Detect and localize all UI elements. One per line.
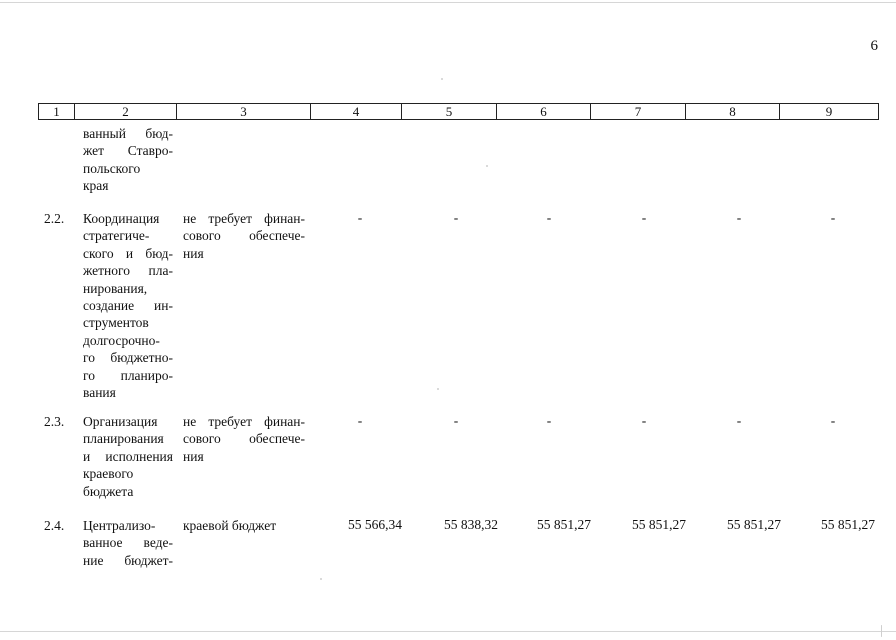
row-name-line: края [83,178,109,194]
year-value: - [736,413,742,428]
scan-speck [441,78,443,80]
year-value: - [641,210,647,225]
row-name-line: Организация [83,414,158,429]
row-name-line: вания [83,385,116,401]
row-name [83,125,173,195]
year-value: - [736,210,742,225]
row-name [83,517,173,569]
year-value: 55 838,32 [444,517,498,532]
funding-source-line: сового обеспече- [183,228,305,244]
row-name-line: польского [83,160,141,176]
funding-source [183,413,305,465]
row-name-line: краевого [83,466,134,482]
row-name-line: и исполнения [83,448,173,464]
column-header: 9 [780,104,879,120]
row-name-line: жетного пла- [83,263,173,279]
column-header-table [38,103,879,120]
column-header: 7 [591,104,686,120]
funding-source-line: ния [183,245,204,261]
row-name-line: планирования [83,431,164,447]
year-value: 55 851,27 [632,517,686,532]
page-number: 6 [870,38,878,54]
funding-source-line: не требует финан- [183,211,305,226]
row-name-line: ванное веде- [83,535,173,551]
scan-edge-top [0,2,896,3]
row-name-line: нирования, [83,280,148,296]
funding-source-line: сового обеспече- [183,431,305,447]
year-value: - [830,413,836,428]
scan-speck [320,578,322,580]
row-name-line: создание ин- [83,298,173,314]
row-name-line: струментов [83,315,149,331]
row-number: 2.2. [44,211,65,226]
row-number: 2.4. [44,518,65,533]
column-header-row [39,104,879,120]
column-header: 8 [686,104,780,120]
scan-speck [437,388,439,390]
row-name-line: го планиро- [83,367,173,383]
year-value: - [546,210,552,225]
year-value: - [830,210,836,225]
scan-edge-bottom [0,631,896,632]
funding-source-line: не требует финан- [183,414,305,429]
row-name [83,210,173,401]
column-header: 6 [497,104,591,120]
row-name-line: ского и бюд- [83,245,173,261]
row-name-line: ние бюджет- [83,552,173,568]
year-value: - [453,413,459,428]
year-value: - [453,210,459,225]
year-value: - [641,413,647,428]
funding-source [183,210,305,262]
year-value: - [546,413,552,428]
scan-speck [881,625,882,637]
row-name-line: ванный бюд- [83,126,173,141]
row-name-line: го бюджетно- [83,350,173,366]
year-value: 55 851,27 [537,517,591,532]
column-header: 4 [311,104,402,120]
row-name [83,413,173,500]
column-header: 3 [177,104,311,120]
row-name-line: бюджета [83,483,134,499]
year-value: 55 566,34 [348,517,402,532]
year-value: - [357,413,363,428]
column-header: 2 [75,104,177,120]
row-name-line: Координация [83,211,160,226]
row-name-line: Централизо- [83,518,156,533]
scan-speck [486,165,488,167]
year-value: 55 851,27 [821,517,875,532]
row-name-line: долгосрочно- [83,332,160,348]
column-header: 1 [39,104,75,120]
funding-source-line: ния [183,448,204,464]
column-header: 5 [402,104,497,120]
row-name-line: стратегиче- [83,228,150,244]
row-name-line: жет Ставро- [83,143,173,159]
funding-source [183,517,305,534]
year-value: 55 851,27 [727,517,781,532]
funding-source-line: краевой бюджет [183,518,277,533]
year-value: - [357,210,363,225]
row-number: 2.3. [44,414,65,429]
